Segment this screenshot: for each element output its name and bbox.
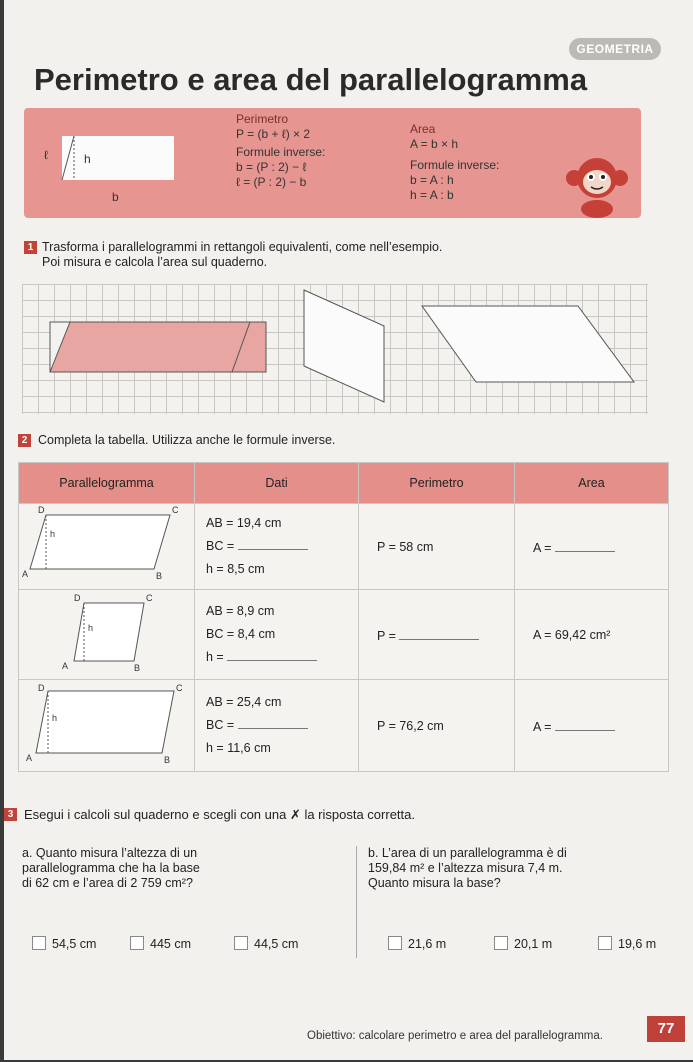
row2-shape-cell [19,590,195,680]
grid-shapes [22,284,648,414]
row2-label-a: A [62,661,69,671]
question-a-line3: di 62 cm e l’area di 2 759 cm²? [22,876,193,890]
checkbox[interactable] [388,936,402,950]
area-inverse-2: h = A : b [410,188,454,202]
answer-blank[interactable] [227,648,317,661]
formula-box [24,108,641,218]
row1-perimetro-cell [359,504,515,590]
page-number: 77 [647,1016,685,1042]
question-a-line1: a. Quanto misura l’altezza di un [22,846,198,860]
row1-dati-bc: BC = [206,539,238,553]
row1-label-h: h [50,529,56,539]
row2-perimetro: P = [377,628,400,643]
square-grid [22,284,648,414]
option-a-3[interactable]: 44,5 cm [234,936,298,951]
row3-label-c: C [176,683,183,693]
exercise-2-number: 2 [18,434,31,447]
row3-shape-cell [19,680,195,772]
checkbox[interactable] [494,936,508,950]
row3-area: A = [533,719,555,734]
row3-label-h: h [52,713,58,723]
exercise-3-number: 3 [4,808,17,821]
row3-area-cell [515,680,669,772]
table-header-row [19,463,669,504]
col-header-parallelogramma: Parallelogramma [19,463,195,504]
row2-area: A = 69,42 cm² [533,627,611,642]
checkbox[interactable] [598,936,612,950]
table-row [19,504,669,590]
row1-label-d: D [38,505,45,515]
option-a-1[interactable]: 54,5 cm [32,936,96,951]
row2-dati-cell [195,590,359,680]
area-formula: A = b × h [410,137,459,151]
height-label-h: h [84,152,91,166]
row1-dati-cell [195,504,359,590]
option-b-3[interactable]: 19,6 m [598,936,656,951]
row1-label-b: B [156,571,163,581]
perimetro-title: Perimetro [236,112,289,126]
area-inverse-title: Formule inverse: [410,158,500,172]
col-header-dati: Dati [195,463,359,504]
row3-dati-h: h = 11,6 cm [206,741,271,755]
row1-label-c: C [172,505,179,515]
checkbox[interactable] [130,936,144,950]
option-b-1[interactable]: 21,6 m [388,936,446,951]
answer-blank[interactable] [399,627,479,640]
perimetro-formula: P = (b + ℓ) × 2 [236,127,311,141]
exercise-2-instruction: Completa la tabella. Utilizza anche le formule inverse. [38,433,336,447]
data-table [18,462,669,772]
subject-badge: GEOMETRIA [569,38,661,60]
row2-label-h: h [88,623,94,633]
row1-dati-h: h = 8,5 cm [206,562,265,576]
col-header-area: Area [515,463,669,504]
answer-blank[interactable] [238,537,308,550]
parallelogram-3 [422,306,634,382]
table-row [19,680,669,772]
monkey-mascot-icon [562,154,632,218]
workbook-page [4,0,693,1060]
column-divider [356,846,357,958]
question-b [368,846,567,891]
exercise-1-line2: Poi misura e calcola l’area sul quaderno. [42,255,268,269]
row3-label-a: A [26,753,33,763]
col-header-perimetro: Perimetro [359,463,515,504]
perimetro-inverse-1: b = (P : 2) − ℓ [236,160,307,174]
row1-dati-ab: AB = 19,4 cm [206,516,282,530]
area-title: Area [410,122,436,136]
row1-parallelogram [20,505,190,585]
question-a-line2: parallelogramma che ha la base [22,861,200,875]
checkbox[interactable] [32,936,46,950]
question-b-line3: Quanto misura la base? [368,876,501,890]
perimetro-inverse-title: Formule inverse: [236,145,326,159]
row2-dati-h: h = [206,650,228,664]
side-label-l: ℓ [44,148,48,162]
row2-parallelogram [20,591,190,675]
parallelogram-2 [304,290,384,402]
answer-blank[interactable] [555,718,615,731]
exercise-1-number: 1 [24,241,37,254]
base-label-b: b [112,190,119,204]
parallelogram-sample-drawing [52,130,192,192]
checkbox[interactable] [234,936,248,950]
row2-dati-bc: BC = 8,4 cm [206,627,276,641]
exercise-3-instruction: Esegui i calcoli sul quaderno e scegli con una ✗ la risposta corretta. [24,807,415,822]
example-rectangle [50,322,266,372]
row3-dati-bc: BC = [206,718,238,732]
answer-blank[interactable] [555,539,615,552]
row3-dati-cell [195,680,359,772]
table-row [19,590,669,680]
row1-shape-cell [19,504,195,590]
area-inverse-1: b = A : h [410,173,454,187]
row2-label-d: D [74,593,81,603]
row3-dati-ab: AB = 25,4 cm [206,695,282,709]
row3-parallelogram [20,681,190,767]
learning-objective: Obiettivo: calcolare perimetro e area del parallelogramma. [307,1030,603,1042]
row1-label-a: A [22,569,29,579]
row2-perimetro-cell [359,590,515,680]
row3-label-b: B [164,755,171,765]
row3-label-d: D [38,683,45,693]
page-title: Perimetro e area del parallelogramma [34,62,588,97]
row1-area-cell [515,504,669,590]
perimetro-column [236,112,325,190]
row2-label-b: B [134,663,141,673]
exercise-1-line1: Trasforma i parallelogrammi in rettangoli equivalenti, come nell’esempio. [42,240,443,254]
row2-label-c: C [146,593,153,603]
option-a-2[interactable]: 445 cm [130,936,191,951]
perimetro-inverse-2: ℓ = (P : 2) − b [236,175,307,189]
row2-area-cell [515,590,669,680]
row3-perimetro: P = 76,2 cm [377,718,444,733]
row3-perimetro-cell [359,680,515,772]
question-a [22,846,200,891]
area-column [410,122,499,203]
row2-dati-ab: AB = 8,9 cm [206,604,275,618]
answer-blank[interactable] [238,716,308,729]
row1-perimetro: P = 58 cm [377,539,434,554]
question-b-line2: 159,84 m² e l’altezza misura 7,4 m. [368,861,563,875]
row1-area: A = [533,540,555,555]
question-b-line1: b. L’area di un parallelogramma è di [368,846,567,860]
option-b-2[interactable]: 20,1 m [494,936,552,951]
